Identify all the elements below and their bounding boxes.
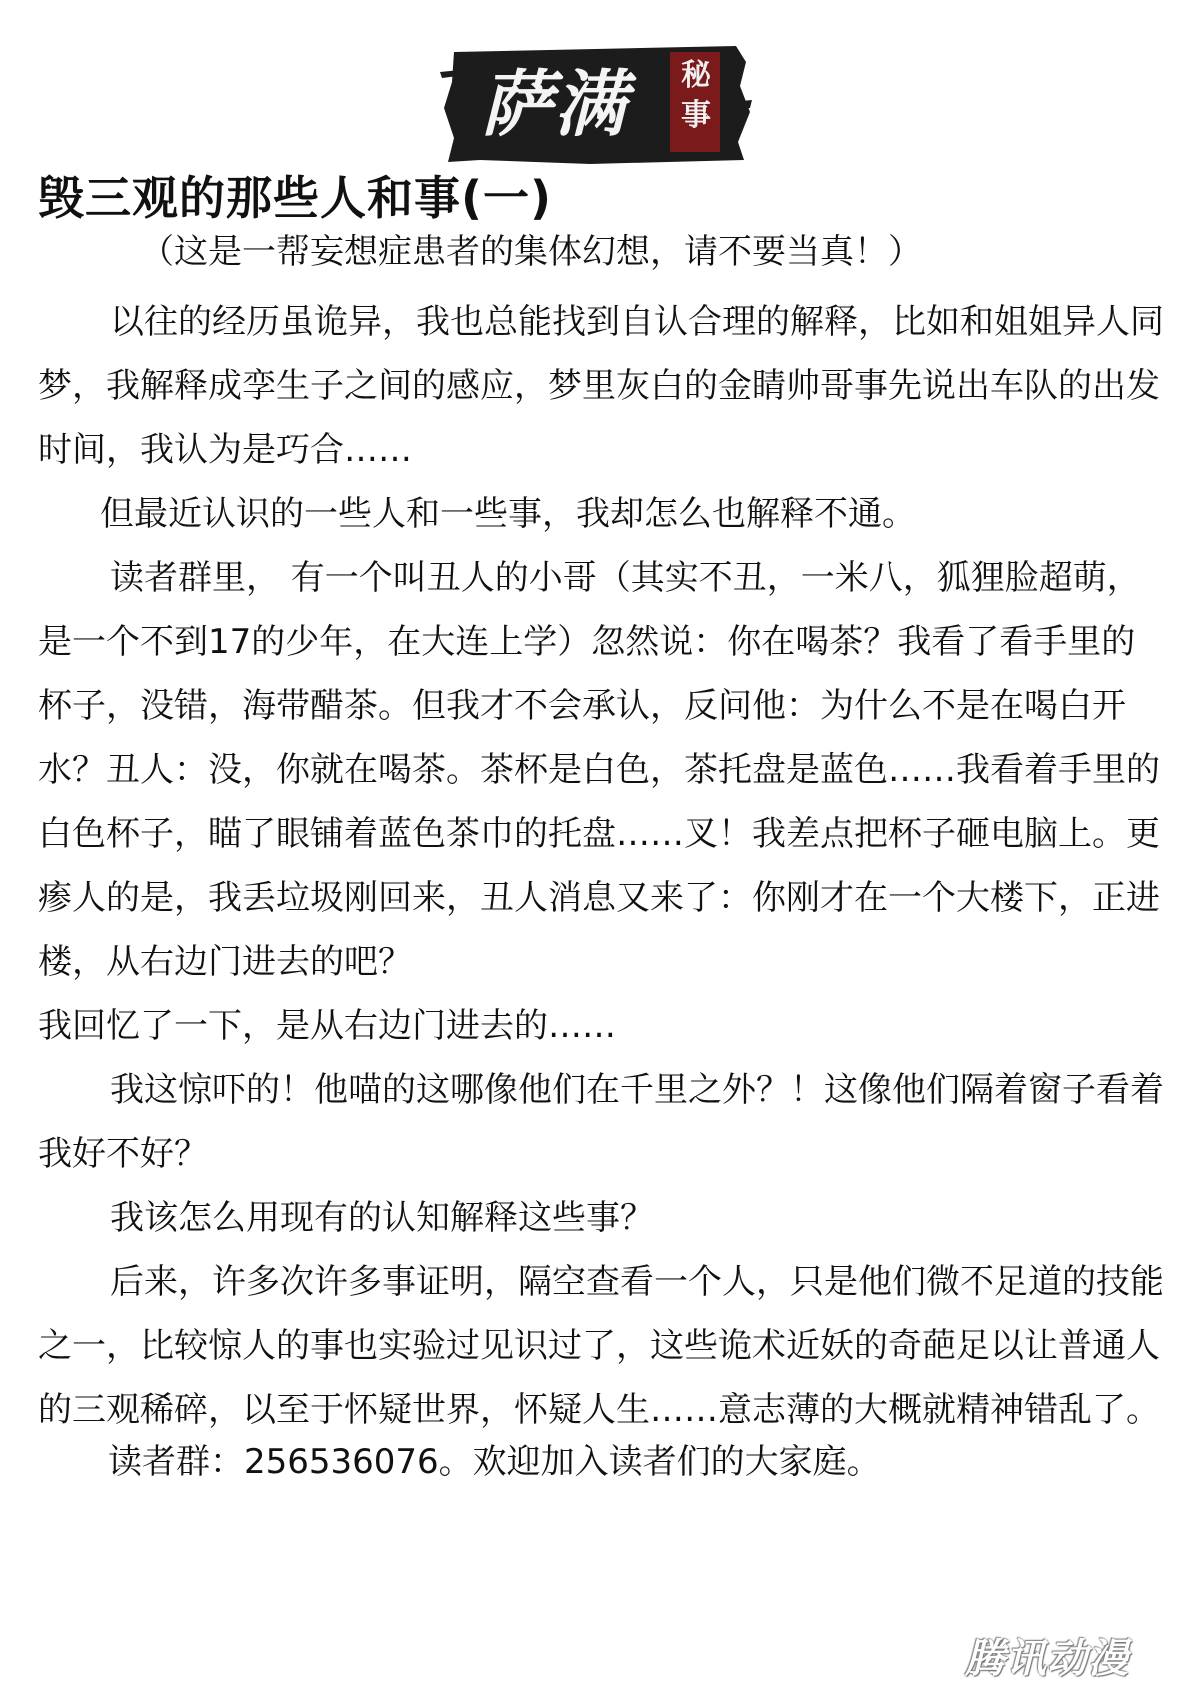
paragraph-6: 我该怎么用现有的认知解释这些事？	[110, 1198, 654, 1238]
paragraph-4: 我回忆了一下，是从右边门进去的……	[38, 1006, 616, 1046]
article-body	[38, 290, 1168, 1442]
watermark-logo: 腾讯动漫	[965, 1636, 1129, 1682]
page-title: 毁三观的那些人和事(一)	[38, 171, 553, 225]
logo-side-text: 秘事	[681, 58, 711, 133]
reader-group-footer: 读者群：256536076。欢迎加入读者们的大家庭。	[108, 1442, 881, 1482]
paragraph-1: 以往的经历虽诡异，我也总能找到自认合理的解释，比如和姐姐异人同梦，我解释成孪生子之间的感应，梦里灰白的金睛帅哥事先说出车队的出发时间，我认为是巧合……	[38, 302, 1164, 470]
paragraph-5: 我这惊吓的！他喵的这哪像他们在千里之外？！这像他们隔着窗子看着我好不好？	[38, 1070, 1164, 1174]
paragraph-7: 后来，许多次许多事证明，隔空查看一个人，只是他们微不足道的技能之一，比较惊人的事也实验过见识过了，这些诡术近妖的奇葩足以让普通人的三观稀碎，以至于怀疑世界，怀疑人生……意志薄的大概就精神错乱了。	[38, 1262, 1164, 1430]
logo-main-text: 萨满	[480, 61, 629, 146]
paragraph-3: 读者群里， 有一个叫丑人的小哥（其实不丑，一米八，狐狸脸超萌，是一个不到17的少年，在大连上学）忽然说：你在喝茶？我看了看手里的杯子，没错，海带醋茶。但我才不会承认，反问他：为什么不是在喝白开水？丑人：没，你就在喝茶。茶杯是白色，茶托盘是蓝色……我看着手里的白色杯子，瞄了眼铺着蓝色茶巾的托盘……叉！我差点把杯子砸电脑上。更瘆人的是，我丢垃圾刚回来，丑人消息又来了：你刚才在一个大楼下，正进楼，从右边门进去的吧？	[38, 558, 1160, 982]
page-subtitle: （这是一帮妄想症患者的集体幻想，请不要当真！）	[140, 232, 922, 272]
paragraph-2: 但最近认识的一些人和一些事，我却怎么也解释不通。	[100, 494, 916, 534]
logo	[440, 42, 752, 166]
